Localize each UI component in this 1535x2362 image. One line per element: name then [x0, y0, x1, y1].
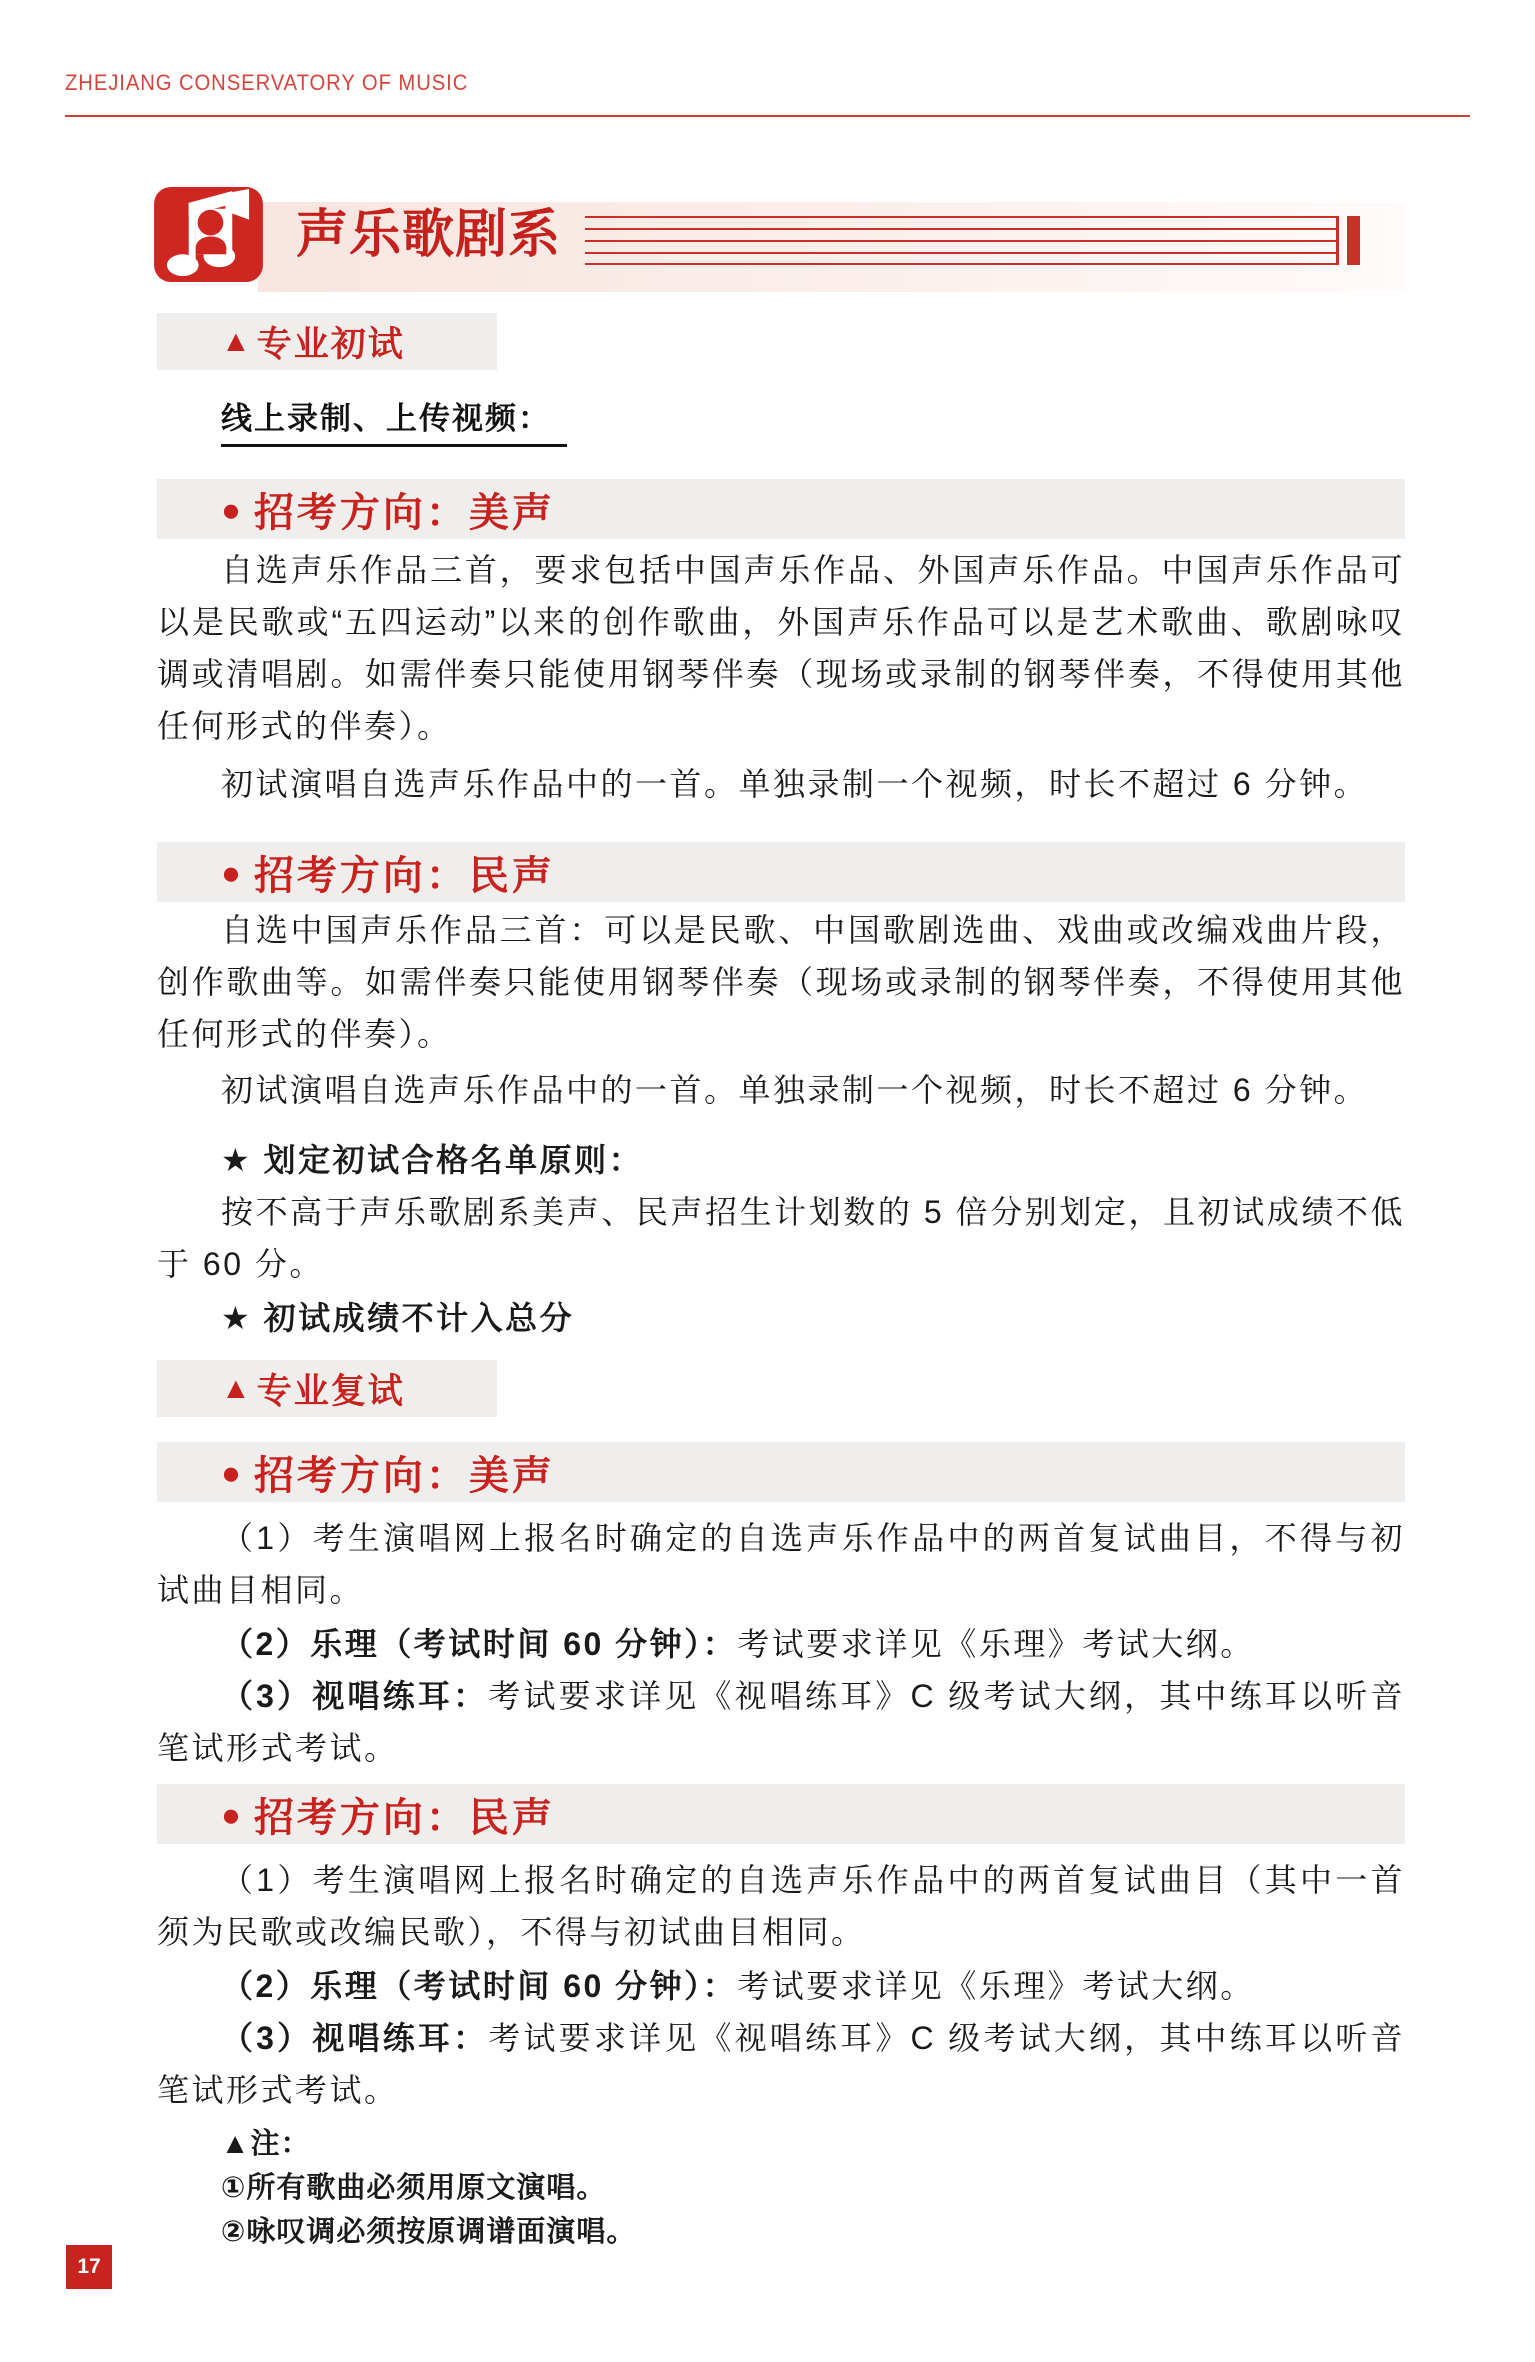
note-line: ▲注：: [220, 2128, 311, 2160]
paragraph: [157, 2012, 1405, 2116]
paragraph: [157, 1134, 1405, 1186]
paragraph-run: 考试要求详见《乐理》考试大纲。: [737, 1626, 1255, 1662]
direction-heading-text: 招考方向：美声: [253, 490, 555, 535]
paragraph-run: 考试要求详见《视唱练耳》C 级考试大纲，其中练耳以听音笔试形式考试。: [157, 1678, 1405, 1766]
staff-end-barline-thin: [1336, 216, 1339, 265]
direction-heading-text: 招考方向：民声: [253, 853, 555, 898]
paragraph-bold-run: ★ 初试成绩不计入总分: [221, 1300, 575, 1336]
paragraph: [157, 1512, 1405, 1616]
content-blocks: [157, 313, 1405, 2254]
paragraph: [157, 1670, 1405, 1774]
paragraph: [157, 544, 1405, 752]
paragraph: [157, 758, 1405, 810]
bullet-marker: ●: [221, 1453, 244, 1491]
music-note-logo-icon: [154, 187, 263, 282]
paragraph-run: 按不高于声乐歌剧系美声、民声招生计划数的 5 倍分别划定，且初试成绩不低于 60 分。: [157, 1194, 1405, 1282]
paragraph: [157, 1292, 1405, 1344]
paragraph: [157, 1960, 1405, 2012]
bullet-marker: ●: [221, 1795, 244, 1833]
staff-line: [585, 252, 1336, 254]
paragraph: [157, 1618, 1405, 1670]
paragraph-run: 考试要求详见《乐理》考试大纲。: [737, 1968, 1255, 2004]
paragraph-run: 初试演唱自选声乐作品中的一首。单独录制一个视频，时长不超过 6 分钟。: [221, 766, 1369, 802]
page-number-badge: 17: [66, 2245, 112, 2289]
department-title: 声乐歌剧系: [296, 204, 562, 265]
header-rule: [65, 115, 1470, 117]
upload-instruction-text: 线上录制、上传视频：: [221, 393, 567, 447]
staff-line: [585, 216, 1336, 218]
paragraph-run: 自选声乐作品三首，要求包括中国声乐作品、外国声乐作品。中国声乐作品可以是民歌或“五四运动”以来的创作歌曲，外国声乐作品可以是艺术歌曲、歌剧咏叹调或清唱剧。如需伴奏只能使用钢琴伴奏（现场或录制的钢琴伴奏，不得使用其他任何形式的伴奏）。: [157, 552, 1405, 744]
note-line: ②咏叹调必须按原调谱面演唱。: [220, 2216, 637, 2248]
direction-heading-text: 招考方向：民声: [253, 1795, 555, 1840]
direction-heading: [157, 842, 1405, 902]
note-line: ①所有歌曲必须用原文演唱。: [220, 2172, 607, 2204]
paragraph-run: 考试要求详见《视唱练耳》C 级考试大纲，其中练耳以听音笔试形式考试。: [157, 2020, 1405, 2108]
paragraph-run: 初试演唱自选声乐作品中的一首。单独录制一个视频，时长不超过 6 分钟。: [221, 1072, 1369, 1108]
paragraph-bold-run: （2）乐理（考试时间 60 分钟）：: [221, 1626, 738, 1662]
triangle-marker: ▲: [221, 1371, 253, 1405]
paragraph: [157, 904, 1405, 1060]
paragraph-bold-run: （3）视唱练耳：: [221, 1678, 489, 1714]
paragraph: [157, 1854, 1405, 1958]
paragraph-bold-run: （3）视唱练耳：: [221, 2020, 489, 2056]
paragraph-run: （1）考生演唱网上报名时确定的自选声乐作品中的两首复试曲目（其中一首须为民歌或改编民歌），不得与初试曲目相同。: [157, 1862, 1405, 1950]
paragraph: [157, 1186, 1405, 1290]
paragraph: [157, 1064, 1405, 1116]
section-label-text: 专业初试: [256, 324, 405, 364]
conservatory-wordmark: ZHEJIANG CONSERVATORY OF MUSIC: [65, 70, 469, 95]
paragraph-bold-run: ★ 划定初试合格名单原则：: [221, 1142, 644, 1178]
paragraph-bold-run: （2）乐理（考试时间 60 分钟）：: [221, 1968, 738, 2004]
staff-line: [585, 228, 1336, 230]
triangle-marker: ▲: [221, 324, 253, 358]
paragraph-run: （1）考生演唱网上报名时确定的自选声乐作品中的两首复试曲目，不得与初试曲目相同。: [157, 1520, 1405, 1608]
music-staff-decoration: [585, 216, 1360, 266]
section-label: [157, 313, 497, 370]
section-label: [157, 1360, 497, 1417]
staff-line: [585, 263, 1336, 265]
bullet-marker: ●: [221, 490, 244, 528]
section-label-text: 专业复试: [256, 1371, 405, 1411]
staff-line: [585, 240, 1336, 242]
paragraph-run: 自选中国声乐作品三首：可以是民歌、中国歌剧选曲、戏曲或改编戏曲片段，创作歌曲等。如需伴奏只能使用钢琴伴奏（现场或录制的钢琴伴奏，不得使用其他任何形式的伴奏）。: [157, 912, 1405, 1052]
staff-end-barline-thick: [1347, 216, 1360, 265]
direction-heading: [157, 1442, 1405, 1502]
direction-heading: [157, 1784, 1405, 1844]
bullet-marker: ●: [221, 853, 244, 891]
upload-instruction: [221, 393, 1405, 447]
direction-heading-text: 招考方向：美声: [253, 1453, 555, 1498]
direction-heading: [157, 479, 1405, 539]
